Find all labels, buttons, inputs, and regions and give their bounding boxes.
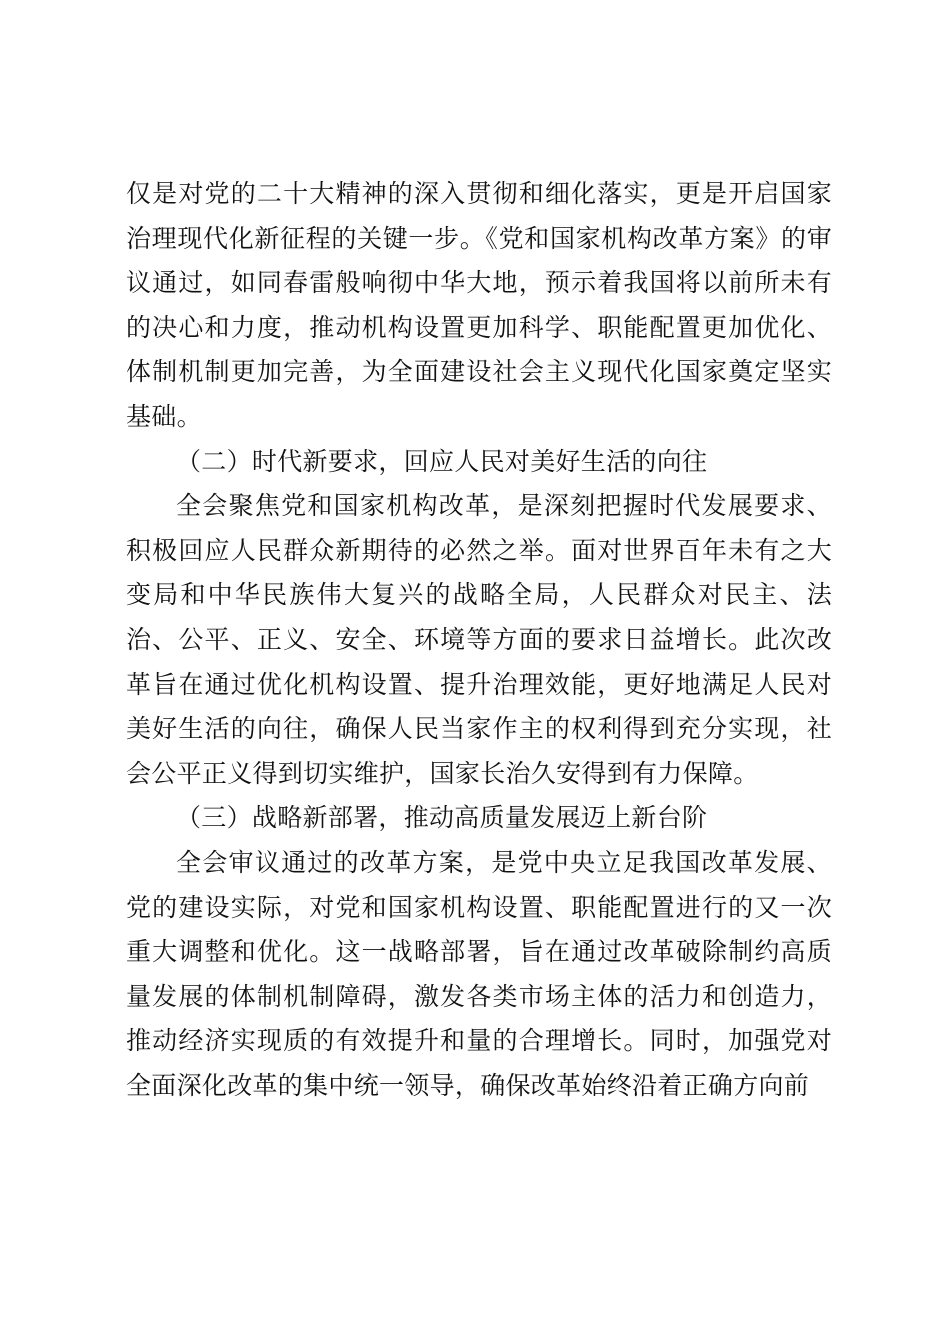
section-heading-2: （二）时代新要求，回应人民对美好生活的向往 [176, 446, 708, 476]
section-heading-3: （三）战略新部署，推动高质量发展迈上新台阶 [176, 803, 708, 833]
document-body [126, 172, 832, 1108]
paragraph-section-3: 全会审议通过的改革方案，是党中央立足我国改革发展、党的建设实际，对党和国家机构设置、职能配置进行的又一次重大调整和优化。这一战略部署，旨在通过改革破除制约高质量发展的体制机制障碍，激发各类市场主体的活力和创造力，推动经济实现质的有效提升和量的合理增长。同时，加强党对全面深化改革的集中统一领导，确保改革始终沿着正确方向前 [126, 847, 832, 1100]
paragraph-section-2: 全会聚焦党和国家机构改革，是深刻把握时代发展要求、积极回应人民群众新期待的必然之举。面对世界百年未有之大变局和中华民族伟大复兴的战略全局，人民群众对民主、法治、公平、正义、安全、环境等方面的要求日益增长。此次改革旨在通过优化机构设置、提升治理效能，更好地满足人民对美好生活的向往，确保人民当家作主的权利得到充分实现，社会公平正义得到切实维护，国家长治久安得到有力保障。 [126, 491, 832, 788]
paragraph-intro-continuation: 仅是对党的二十大精神的深入贯彻和细化落实，更是开启国家治理现代化新征程的关键一步。《党和国家机构改革方案》的审议通过，如同春雷般响彻中华大地，预示着我国将以前所未有的决心和力度，推动机构设置更加科学、职能配置更加优化、体制机制更加完善，为全面建设社会主义现代化国家奠定坚实基础。 [126, 179, 832, 431]
